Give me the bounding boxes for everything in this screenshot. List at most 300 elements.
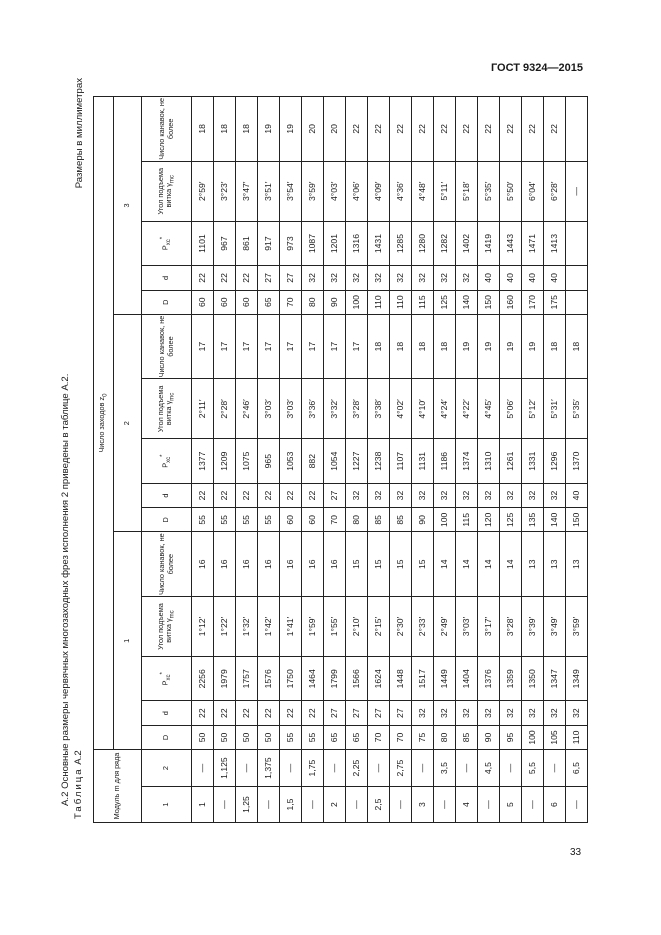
table-cell: 5°12′: [522, 379, 544, 439]
table-cell: 3°38′: [368, 379, 390, 439]
table-cell: 5°50′: [500, 161, 522, 221]
table-cell: 1431: [368, 221, 390, 265]
table-cell: 3°28′: [500, 596, 522, 656]
table-cell: 2°59′: [192, 161, 214, 221]
table-row: [280, 97, 302, 823]
table-cell: 32: [566, 701, 588, 725]
table-cell: —: [236, 750, 258, 787]
table-cell: 3°59′: [566, 596, 588, 656]
table-cell: 1331: [522, 439, 544, 483]
table-cell: 15: [390, 532, 412, 596]
table-cell: 4°36′: [390, 161, 412, 221]
table-cell: 32: [434, 701, 456, 725]
table-cell: 2,25: [346, 750, 368, 787]
table-cell: 17: [214, 314, 236, 378]
table-cell: 4°06′: [346, 161, 368, 221]
table-cell: 22: [456, 97, 478, 162]
table-cell: 1377: [192, 439, 214, 483]
table-cell: 22: [214, 701, 236, 725]
table-cell: 1517: [412, 657, 434, 701]
table-cell: 32: [346, 483, 368, 507]
table-row: [412, 97, 434, 823]
table-cell: 27: [346, 701, 368, 725]
table-cell: 14: [434, 532, 456, 596]
intro-text: А.2 Основные размеры червячных многозаходных фрез исполнения 2 приведены в таблице А.2.: [60, 373, 71, 806]
table-cell: 22: [236, 701, 258, 725]
table-cell: 22: [544, 97, 566, 162]
table-cell: —: [324, 750, 346, 787]
table-cell: 85: [368, 508, 390, 532]
dimensions-table: [93, 96, 588, 823]
module-header: Модуль m для ряда: [94, 750, 142, 823]
table-cell: 2°28′: [214, 379, 236, 439]
angle-label: Угол подъема витка γ: [155, 603, 173, 650]
table-cell: 1402: [456, 221, 478, 265]
table-cell: 85: [456, 725, 478, 749]
table-cell: 22: [192, 701, 214, 725]
table-cell: 27: [368, 701, 390, 725]
pxc-sup: *: [160, 454, 167, 457]
table-cell: 27: [390, 701, 412, 725]
table-row: [478, 97, 500, 823]
angle-label: Угол подъема витка γ: [155, 385, 173, 433]
table-cell: 55: [192, 508, 214, 532]
table-cell: 27: [258, 266, 280, 290]
table-cell: 5°31′: [544, 379, 566, 439]
table-cell: 16: [214, 532, 236, 596]
table-cell: 70: [280, 290, 302, 314]
table-row: [566, 97, 588, 823]
table-cell: 3°03′: [456, 596, 478, 656]
table-cell: 60: [214, 290, 236, 314]
table-cell: 32: [522, 701, 544, 725]
table-cell: 22: [236, 266, 258, 290]
standard-number: ГОСТ 9324—2015: [490, 62, 583, 74]
table-cell: 32: [434, 483, 456, 507]
table-cell: 115: [456, 508, 478, 532]
table-cell: 32: [522, 483, 544, 507]
table-cell: 3°54′: [280, 161, 302, 221]
table-caption: [73, 750, 84, 819]
table-cell: 22: [346, 97, 368, 162]
table-cell: 22: [214, 483, 236, 507]
table-cell: 22: [390, 97, 412, 162]
table-cell: 60: [280, 508, 302, 532]
table-cell: —: [412, 750, 434, 787]
row-1-header: 1: [142, 787, 192, 823]
table-cell: 4: [456, 787, 478, 823]
table-row: [346, 97, 368, 823]
col-pxc-header: [142, 221, 192, 265]
table-cell: 90: [324, 290, 346, 314]
table-cell: 125: [434, 290, 456, 314]
table-cell: 16: [258, 532, 280, 596]
table-cell: 32: [544, 483, 566, 507]
table-cell: 1053: [280, 439, 302, 483]
table-cell: 3°32′: [324, 379, 346, 439]
table-cell: 6°04′: [522, 161, 544, 221]
table-cell: 40: [566, 483, 588, 507]
table-cell: 27: [280, 266, 302, 290]
table-cell: 32: [346, 266, 368, 290]
table-cell: 22: [368, 97, 390, 162]
table-cell: —: [456, 750, 478, 787]
table-cell: 40: [478, 266, 500, 290]
table-cell: 1°55′: [324, 596, 346, 656]
table-cell: 65: [346, 725, 368, 749]
table-cell: 17: [192, 314, 214, 378]
table-cell: 160: [500, 290, 522, 314]
angle-sub: mc: [169, 392, 176, 401]
table-caption-word: Таблица: [73, 767, 84, 819]
col-grooves-header: Число канавок, не более: [142, 97, 192, 162]
table-cell: 40: [544, 266, 566, 290]
table-cell: 17: [302, 314, 324, 378]
table-cell: 32: [500, 701, 522, 725]
table-row: [500, 97, 522, 823]
table-cell: 861: [236, 221, 258, 265]
table-cell: 22: [302, 701, 324, 725]
table-cell: 2°33′: [412, 596, 434, 656]
row-2-header: 2: [142, 750, 192, 787]
table-row: [434, 97, 456, 823]
table-cell: 16: [236, 532, 258, 596]
table-cell: 1374: [456, 439, 478, 483]
table-cell: 16: [280, 532, 302, 596]
table-cell: 1566: [346, 657, 368, 701]
table-cell: 32: [412, 701, 434, 725]
table-cell: 3,5: [434, 750, 456, 787]
table-cell: 15: [346, 532, 368, 596]
table-cell: 70: [368, 725, 390, 749]
table-cell: 19: [522, 314, 544, 378]
table-cell: 6,5: [566, 750, 588, 787]
table-cell: 1350: [522, 657, 544, 701]
table-cell: 4°48′: [412, 161, 434, 221]
starts-label: Число заходов z: [96, 396, 106, 453]
table-cell: 32: [478, 483, 500, 507]
table-cell: 60: [192, 290, 214, 314]
table-cell: 70: [324, 508, 346, 532]
table-cell: 16: [302, 532, 324, 596]
table-cell: 22: [280, 701, 302, 725]
table-cell: 110: [566, 725, 588, 749]
table-cell: 140: [456, 290, 478, 314]
table-cell: 1°12′: [192, 596, 214, 656]
table-cell: 17: [258, 314, 280, 378]
table-cell: 6°28′: [544, 161, 566, 221]
table-cell: 1359: [500, 657, 522, 701]
table-cell: 55: [236, 508, 258, 532]
pxc-label: P: [160, 245, 170, 251]
table-cell: 2°49′: [434, 596, 456, 656]
table-cell: [566, 221, 588, 265]
col-pxc-header: [142, 657, 192, 701]
table-cell: 60: [302, 508, 324, 532]
table-cell: 19: [478, 314, 500, 378]
table-cell: 80: [302, 290, 324, 314]
table-cell: 1,25: [236, 787, 258, 823]
table-cell: 22: [214, 266, 236, 290]
table-cell: 65: [258, 290, 280, 314]
table-cell: 22: [478, 97, 500, 162]
table-cell: 55: [258, 508, 280, 532]
table-cell: 3°17′: [478, 596, 500, 656]
table-cell: 1757: [236, 657, 258, 701]
table-cell: 16: [192, 532, 214, 596]
table-cell: 100: [434, 508, 456, 532]
table-cell: 13: [522, 532, 544, 596]
table-cell: 4°24′: [434, 379, 456, 439]
table-cell: 22: [412, 97, 434, 162]
table-cell: —: [390, 787, 412, 823]
table-cell: 95: [500, 725, 522, 749]
col-d-header: d: [142, 701, 192, 725]
table-cell: 3°03′: [258, 379, 280, 439]
table-row: [324, 97, 346, 823]
table-cell: 2°15′: [368, 596, 390, 656]
table-row: [258, 97, 280, 823]
table-cell: 19: [500, 314, 522, 378]
table-cell: 40: [522, 266, 544, 290]
table-cell: 110: [390, 290, 412, 314]
table-cell: 18: [544, 314, 566, 378]
table-cell: 32: [434, 266, 456, 290]
table-cell: 4,5: [478, 750, 500, 787]
table-cell: 1471: [522, 221, 544, 265]
col-grooves-header: Число канавок, не более: [142, 532, 192, 596]
table-cell: 55: [214, 508, 236, 532]
table-cell: 22: [280, 483, 302, 507]
table-cell: 1370: [566, 439, 588, 483]
table-cell: 19: [456, 314, 478, 378]
table-cell: 1°22′: [214, 596, 236, 656]
table-cell: 18: [236, 97, 258, 162]
table-cell: 6: [544, 787, 566, 823]
table-cell: —: [192, 750, 214, 787]
table-cell: 50: [236, 725, 258, 749]
starts-sub: 0: [102, 393, 109, 397]
table-cell: 18: [412, 314, 434, 378]
table-cell: 22: [522, 97, 544, 162]
table-cell: 1087: [302, 221, 324, 265]
table-cell: 973: [280, 221, 302, 265]
table-cell: 22: [258, 701, 280, 725]
table-cell: 22: [258, 483, 280, 507]
table-cell: 32: [456, 483, 478, 507]
table-cell: 18: [566, 314, 588, 378]
col-d-header: d: [142, 483, 192, 507]
table-cell: 3°59′: [302, 161, 324, 221]
table-cell: 17: [236, 314, 258, 378]
table-cell: 1227: [346, 439, 368, 483]
table-cell: 4°10′: [412, 379, 434, 439]
table-cell: 3°49′: [544, 596, 566, 656]
col-grooves-header: Число канавок, не более: [142, 314, 192, 378]
table-cell: 4°22′: [456, 379, 478, 439]
table-cell: 3°36′: [302, 379, 324, 439]
table-cell: 1186: [434, 439, 456, 483]
table-row: [456, 97, 478, 823]
table-cell: 2°30′: [390, 596, 412, 656]
table-cell: —: [500, 750, 522, 787]
table-cell: 1624: [368, 657, 390, 701]
col-D-header: D: [142, 290, 192, 314]
table-cell: 18: [368, 314, 390, 378]
table-cell: 32: [390, 266, 412, 290]
table-cell: —: [544, 750, 566, 787]
table-cell: 1419: [478, 221, 500, 265]
table-row: [192, 97, 214, 823]
table-cell: 1°32′: [236, 596, 258, 656]
table-cell: —: [566, 787, 588, 823]
table-cell: 1°41′: [280, 596, 302, 656]
rotated-page-content: [60, 78, 581, 823]
table-cell: —: [214, 787, 236, 823]
table-cell: 14: [500, 532, 522, 596]
table-cell: 105: [544, 725, 566, 749]
table-cell: 60: [236, 290, 258, 314]
table-cell: 18: [434, 314, 456, 378]
table-cell: —: [522, 787, 544, 823]
table-cell: 1°59′: [302, 596, 324, 656]
table-cell: 1376: [478, 657, 500, 701]
table-row: [390, 97, 412, 823]
table-cell: 22: [434, 97, 456, 162]
table-cell: 1107: [390, 439, 412, 483]
table-cell: —: [478, 787, 500, 823]
table-cell: 5: [500, 787, 522, 823]
table-cell: 125: [500, 508, 522, 532]
table-cell: 1750: [280, 657, 302, 701]
col-D-header: D: [142, 725, 192, 749]
table-cell: 17: [346, 314, 368, 378]
table-cell: 18: [192, 97, 214, 162]
group-header-1: 1: [114, 532, 142, 750]
table-cell: 4°09′: [368, 161, 390, 221]
table-cell: 917: [258, 221, 280, 265]
table-cell: 1131: [412, 439, 434, 483]
table-cell: 1413: [544, 221, 566, 265]
table-cell: 100: [346, 290, 368, 314]
table-cell: 1,375: [258, 750, 280, 787]
table-cell: 2256: [192, 657, 214, 701]
table-row: [236, 97, 258, 823]
table-cell: 140: [544, 508, 566, 532]
table-cell: 22: [236, 483, 258, 507]
table-cell: 32: [302, 266, 324, 290]
table-cell: 1979: [214, 657, 236, 701]
table-cell: 32: [412, 266, 434, 290]
table-cell: 1448: [390, 657, 412, 701]
table-cell: 1238: [368, 439, 390, 483]
table-cell: —: [346, 787, 368, 823]
table-cell: 5°35′: [478, 161, 500, 221]
table-cell: 1285: [390, 221, 412, 265]
angle-sub: mc: [169, 175, 176, 184]
table-cell: 32: [544, 701, 566, 725]
table-cell: 80: [346, 508, 368, 532]
table-cell: 75: [412, 725, 434, 749]
table-cell: 3°39′: [522, 596, 544, 656]
table-cell: 1: [192, 787, 214, 823]
table-cell: 4°02′: [390, 379, 412, 439]
table-cell: 2°46′: [236, 379, 258, 439]
table-cell: —: [258, 787, 280, 823]
table-cell: 18: [390, 314, 412, 378]
pxc-sub: xc: [166, 456, 173, 463]
table-cell: 2,75: [390, 750, 412, 787]
table-cell: 22: [500, 97, 522, 162]
table-cell: 965: [258, 439, 280, 483]
table-cell: 32: [368, 483, 390, 507]
table-row: [214, 97, 236, 823]
table-cell: —: [434, 787, 456, 823]
table-cell: 14: [478, 532, 500, 596]
table-cell: 1282: [434, 221, 456, 265]
table-cell: 2: [324, 787, 346, 823]
angle-label: Угол подъема витка γ: [155, 167, 173, 215]
table-cell: 65: [324, 725, 346, 749]
table-row: [302, 97, 324, 823]
table-cell: 55: [280, 725, 302, 749]
table-cell: 13: [544, 532, 566, 596]
table-cell: 2°11′: [192, 379, 214, 439]
table-cell: 27: [324, 483, 346, 507]
table-cell: 17: [324, 314, 346, 378]
table-cell: 32: [456, 701, 478, 725]
pxc-sub: xc: [166, 239, 173, 246]
table-cell: 1°42′: [258, 596, 280, 656]
table-cell: 120: [478, 508, 500, 532]
table-cell: 80: [434, 725, 456, 749]
table-cell: 14: [456, 532, 478, 596]
table-cell: 90: [412, 508, 434, 532]
table-cell: 170: [522, 290, 544, 314]
pxc-sup: *: [160, 236, 167, 240]
table-cell: 1201: [324, 221, 346, 265]
group-header-2: 2: [114, 314, 142, 532]
table-cell: 55: [302, 725, 324, 749]
table-cell: 32: [500, 483, 522, 507]
table-cell: 90: [478, 725, 500, 749]
table-cell: 50: [214, 725, 236, 749]
table-cell: 40: [500, 266, 522, 290]
table-cell: 15: [368, 532, 390, 596]
table-cell: 1799: [324, 657, 346, 701]
table-cell: 5°11′: [434, 161, 456, 221]
table-cell: 32: [368, 266, 390, 290]
units-note: Размеры в миллиметрах: [74, 78, 85, 189]
table-cell: 1209: [214, 439, 236, 483]
table-cell: 15: [412, 532, 434, 596]
table-cell: 115: [412, 290, 434, 314]
table-cell: 1316: [346, 221, 368, 265]
table-cell: 13: [566, 532, 588, 596]
table-caption-number: А.2: [73, 750, 84, 765]
table-cell: 3°03′: [280, 379, 302, 439]
table-cell: 967: [214, 221, 236, 265]
col-angle-header: [142, 596, 192, 656]
table-cell: —: [302, 787, 324, 823]
table-cell: 110: [368, 290, 390, 314]
table-cell: 1576: [258, 657, 280, 701]
col-pxc-header: [142, 439, 192, 483]
table-cell: 32: [324, 266, 346, 290]
table-cell: 1,125: [214, 750, 236, 787]
table-row: [522, 97, 544, 823]
table-cell: [566, 290, 588, 314]
